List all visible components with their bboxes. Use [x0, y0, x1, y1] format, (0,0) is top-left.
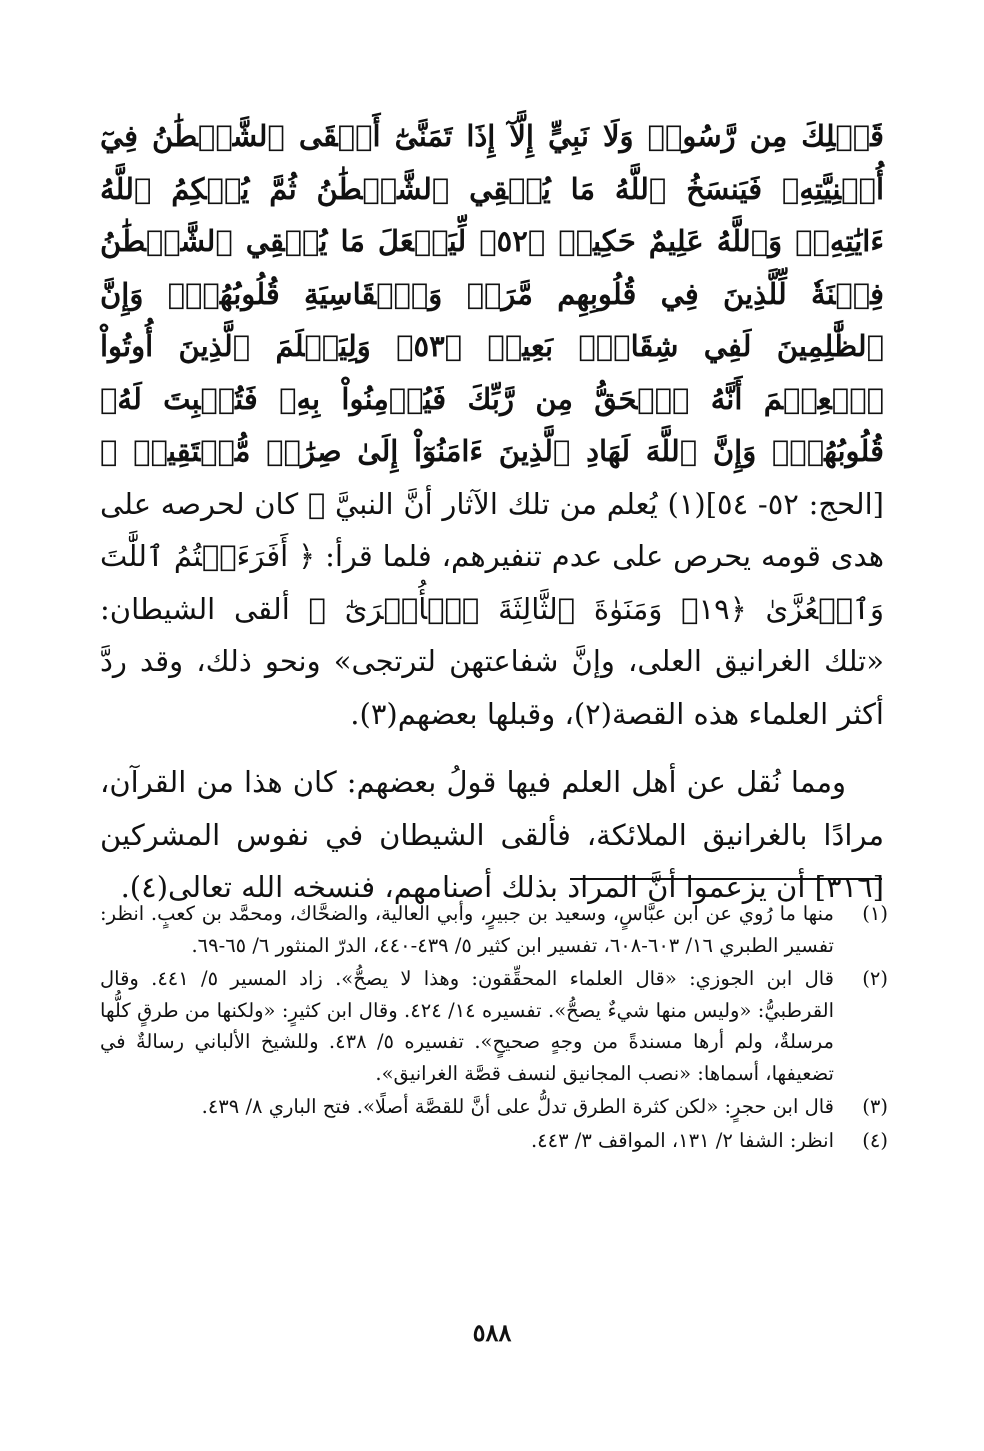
footnote-separator: [570, 878, 882, 880]
footnote-4: [100, 1125, 888, 1157]
footnote-3: [100, 1091, 888, 1123]
footnote-1: [100, 898, 888, 961]
footnote-2: [100, 963, 888, 1089]
footnote-number: (٣): [862, 1095, 888, 1118]
footnotes: [100, 898, 888, 1158]
page-number: ٥٨٨: [472, 1318, 512, 1347]
footnote-number: (١): [862, 902, 888, 925]
main-paragraph-2: ومما نُقل عن أهل العلم فيها قولُ بعضهم: كان هذا من القرآن، مرادًا بالغرانيق الملائكة، فألقى الشيطان في نفوس المشركين [٣١٦] أن يزعموا أنَّ المراد بذلك أصنامهم، فنسخه الله تعالى(٤).: [100, 765, 884, 904]
footnote-text: قال ابن الجوزي: «قال العلماء المحقِّقون: وهذا لا يصحُّ». زاد المسير ٥/ ٤٤١. وقال القرطبيُّ: «وليس منها شيءٌ يصحُّ». تفسيره ١٤/ ٤٢٤. وقال ابن كثيرٍ: «ولكنها من طرقٍ كلُّها مرسلةٌ، ولم أرها مسندةً من وجهٍ صحيحٍ». تفسيره ٥/ ٤٣٨. وللشيخ الألباني رسالةٌ في تضعيفها، أسماها: «نصب المجانيق لنسف قصَّة الغرانيق».: [100, 967, 835, 1085]
quran-verses: قَبۡلِكَ مِن رَّسُولٖ وَلَا نَبِيٍّ إِلَّآ إِذَا تَمَنَّىٰٓ أَلۡقَى ٱلشَّيۡطَٰنُ فِيٓ أُمۡنِيَّتِهِۦ فَيَنسَخُ ٱللَّهُ مَا يُلۡقِي ٱلشَّيۡطَٰنُ ثُمَّ يُحۡكِمُ ٱللَّهُ ءَايَٰتِهِۦۗ وَٱللَّهُ عَلِيمٌ حَكِيمٞ ﴿٥٢﴾ لِّيَجۡعَلَ مَا يُلۡقِي ٱلشَّيۡطَٰنُ فِتۡنَةٗ لِّلَّذِينَ فِي قُلُوبِهِم مَّرَضٞ وَٱلۡقَاسِيَةِ قُلُوبُهُمۡۗ وَإِنَّ ٱلظَّٰلِمِينَ لَفِي شِقَاقِۭ بَعِيدٖ ﴿٥٣﴾ وَلِيَعۡلَمَ ٱلَّذِينَ أُوتُواْ ٱلۡعِلۡمَ أَنَّهُ ٱلۡحَقُّ مِن رَّبِّكَ فَيُؤۡمِنُواْ بِهِۦ فَتُخۡبِتَ لَهُۥ قُلُوبُهُمۡۗ وَإِنَّ ٱللَّهَ لَهَادِ ٱلَّذِينَ ءَامَنُوٓاْ إِلَىٰ صِرَٰطٖ مُّسۡتَقِيمٖ ﴾: [100, 119, 884, 468]
footnote-number: (٤): [862, 1128, 888, 1152]
main-paragraph-1: [الحج: ٥٢- ٥٤](١) يُعلم من تلك الآثار أنَّ النبيَّ ﷺ كان لحرصه على هدى قومه يحرص على عدم تنفيرهم، فلما قرأ: ﴿ أَفَرَءَيۡتُمُ ٱللَّٰتَ وَٱلۡعُزَّىٰ ﴿١٩﴾ وَمَنَوٰةَ ٱلثَّالِثَةَ ٱلۡأُخۡرَىٰٓ ﴾ ألقى الشيطان: «تلك الغرانيق العلى، وإنَّ شفاعتهن لترتجى» ونحو ذلك، وقد ردَّ أكثر العلماء هذه القصة(٢)، وقبلها بعضهم(٣).: [100, 486, 885, 731]
quran-verses-block: [100, 110, 884, 740]
footnote-text: منها ما رُوي عن ابن عبَّاسٍ، وسعيد بن جبيرٍ، وأبي العالية، والضحَّاك، ومحمَّد بن كعبٍ. انظر: تفسير الطبري ١٦/ ٦٠٣-٦٠٨، تفسير ابن كثير ٥/ ٤٣٩-٤٤٠، الدرّ المنثور ٦/ ٦٥-٦٩.: [100, 902, 834, 957]
footnote-number: (٢): [862, 967, 888, 990]
footnote-text: انظر: الشفا ٢/ ١٣١، المواقف ٣/ ٤٤٣.: [530, 1128, 834, 1152]
main-text-body: [100, 110, 884, 914]
footnote-text: قال ابن حجرٍ: «لكن كثرة الطرق تدلُّ على أنَّ للقصَّة أصلًا». فتح الباري ٨/ ٤٣٩.: [201, 1095, 834, 1118]
